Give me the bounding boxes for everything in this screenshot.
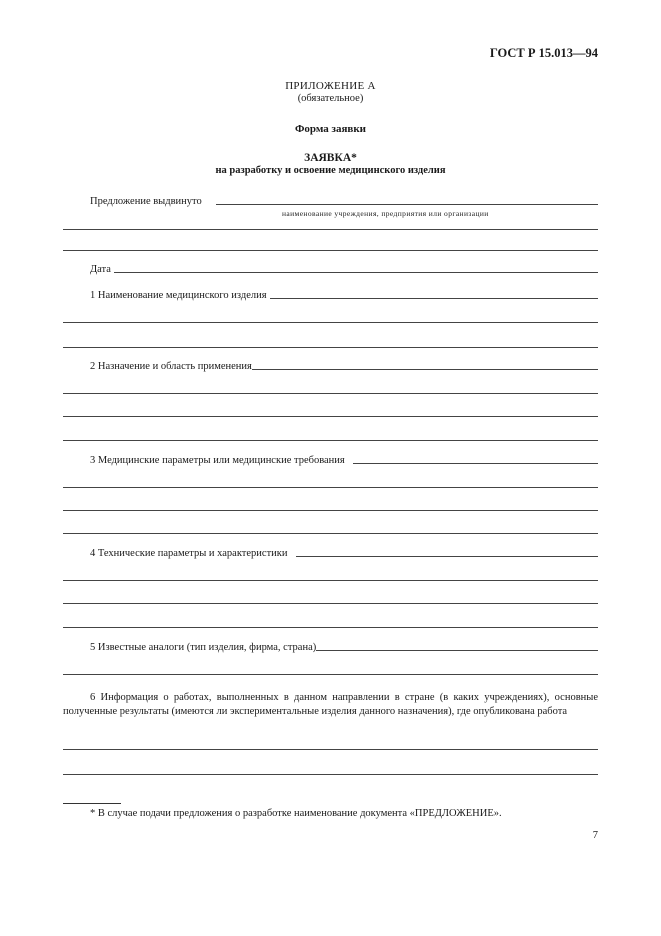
proposed-by-field[interactable]	[63, 196, 598, 207]
item1-label: 1 Наименование медицинского изделия	[90, 290, 267, 301]
annex-title: ПРИЛОЖЕНИЕ А	[285, 80, 376, 92]
item5-field[interactable]	[63, 642, 598, 653]
item1-field[interactable]	[63, 290, 598, 301]
blank-line[interactable]	[63, 347, 598, 348]
item4-label: 4 Технические параметры и характеристики	[90, 548, 288, 559]
item2-line[interactable]	[252, 368, 598, 370]
item3-field[interactable]	[63, 455, 598, 466]
blank-line[interactable]	[63, 322, 598, 323]
blank-line[interactable]	[63, 440, 598, 441]
item3-label: 3 Медицинские параметры или медицинские требования	[90, 455, 345, 466]
item3-line[interactable]	[353, 462, 598, 464]
form-title: Форма заявки	[294, 123, 367, 135]
blank-line[interactable]	[63, 774, 598, 775]
application-title: ЗАЯВКА*	[304, 152, 357, 164]
blank-line[interactable]	[63, 749, 598, 750]
proposed-by-caption: наименование учреждения, предприятия или организации	[282, 209, 489, 218]
blank-line[interactable]	[63, 580, 598, 581]
standard-number: ГОСТ Р 15.013—94	[489, 46, 598, 60]
item2-label: 2 Назначение и область применения	[90, 361, 252, 372]
blank-line[interactable]	[63, 510, 598, 511]
blank-line[interactable]	[63, 627, 598, 628]
blank-line[interactable]	[63, 674, 598, 675]
blank-line[interactable]	[63, 416, 598, 417]
item6-paragraph: 6 Информация о работах, выполненных в данном направлении в стране (в каких учреждениях), основные полученные результаты (имеются ли экспериментальные изделия данного назначения), где опубликована работа	[63, 692, 598, 717]
date-field[interactable]	[63, 264, 598, 275]
item5-line[interactable]	[316, 649, 598, 651]
date-label: Дата	[90, 264, 111, 275]
blank-line[interactable]	[63, 393, 598, 394]
application-subtitle: на разработку и освоение медицинского изделия	[215, 165, 446, 176]
page-number: 7	[592, 830, 598, 841]
blank-line[interactable]	[63, 533, 598, 534]
item2-field[interactable]	[63, 361, 598, 372]
item5-label: 5 Известные аналоги (тип изделия, фирма, страна)	[90, 642, 317, 653]
annex-status: (обязательное)	[297, 93, 364, 104]
blank-line[interactable]	[63, 603, 598, 604]
proposed-by-line[interactable]	[216, 203, 598, 205]
item4-field[interactable]	[63, 548, 598, 559]
blank-line[interactable]	[63, 487, 598, 488]
item4-line[interactable]	[296, 555, 598, 557]
footnote-text: * В случае подачи предложения о разработке наименование документа «ПРЕДЛОЖЕНИЕ».	[90, 808, 502, 819]
proposed-by-label: Предложение выдвинуто	[90, 196, 202, 207]
item1-line[interactable]	[270, 297, 598, 299]
date-line[interactable]	[114, 271, 598, 273]
blank-line[interactable]	[63, 229, 598, 230]
blank-line[interactable]	[63, 250, 598, 251]
footnote-rule	[63, 803, 121, 804]
